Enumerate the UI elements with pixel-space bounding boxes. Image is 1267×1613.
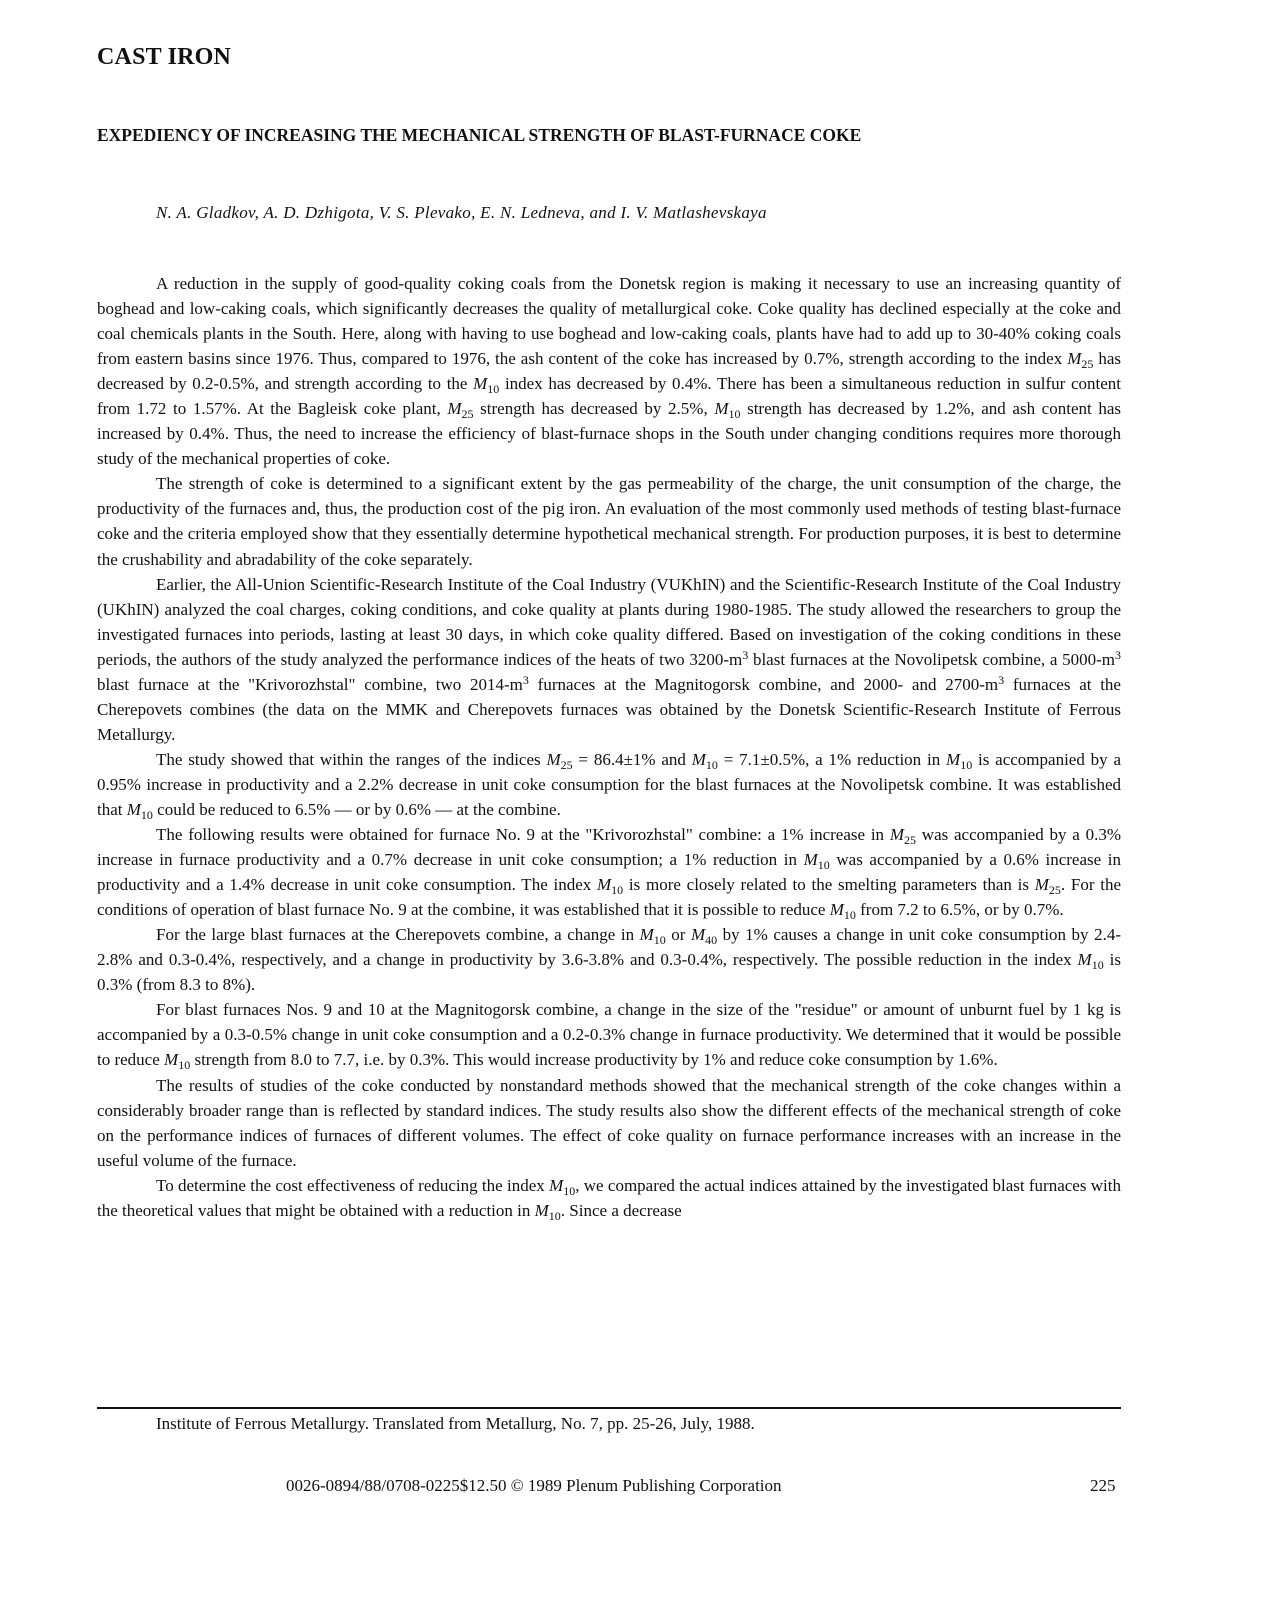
paragraph-6: For the large blast furnaces at the Cherepovets combine, a change in $M_{10}$ or $M_{40}$ by 1% causes a change in unit coke consumption by 2.4-2.8% and 0.3-0.4%, respectively, and a change in productivity by 3.6-3.8% and 0.3-0.4%, respectively. The possible reduction in the index $M_{10}$ is 0.3% (from 8.3 to 8%). — [97, 925, 1121, 995]
article-body — [97, 271, 1121, 1223]
superscript-3: 3 — [1115, 647, 1122, 662]
superscript-3: 3 — [998, 672, 1005, 687]
index-m10: $M_{10}$ — [534, 1200, 561, 1223]
index-m10: $M_{10}$ — [639, 925, 666, 948]
footnote-divider — [97, 1407, 1121, 1409]
paragraph-7: For blast furnaces Nos. 9 and 10 at the Magnitogorsk combine, a change in the size of the "residue" or amount of unburnt fuel by 1 kg is accompanied by a 0.3-0.5% change in unit coke consumption and a 0.2-0.3% change in furnace productivity. We determined that it would be possible to reduce $M_{10}$ strength from 8.0 to 7.7, i.e. by 0.3%. This would increase productivity by 1% and reduce coke consumption by 1.6%. — [97, 1000, 1121, 1073]
index-m10: $M_{10}$ — [829, 900, 856, 923]
superscript-3: 3 — [522, 672, 529, 687]
index-m10: $M_{10}$ — [164, 1050, 191, 1073]
index-m10: $M_{10}$ — [946, 749, 973, 772]
index-m25: $M_{25}$ — [546, 749, 573, 772]
paragraph-1: A reduction in the supply of good-quality coking coals from the Donetsk region is making it necessary to use an increasing quantity of boghead and low-caking coals, which significantly decreases the quality of metallurgical coke. Coke quality has declined especially at the coke and coal chemicals plants in the South. Here, along with having to use boghead and low-caking coals, plants have had to add up to 30-40% coking coals from eastern basins since 1976. Thus, compared to 1976, the ash content of the coke has increased by 0.7%, strength according to the index $M_{25}$ has decreased by 0.2-0.5%, and strength according to the $M_{10}$ index has decreased by 0.4%. There has been a simultaneous reduction in sulfur content from 1.72 to 1.57%. At the Bagleisk coke plant, $M_{25}$ strength has decreased by 2.5%, $M_{10}$ strength has decreased by 1.2%, and ash content has increased by 0.4%. Thus, the need to increase the efficiency of blast-furnace shops in the South under changing conditions requires more thorough study of the mechanical properties of coke. — [97, 274, 1121, 469]
article-title: EXPEDIENCY OF INCREASING THE MECHANICAL STRENGTH OF BLAST-FURNACE COKE — [97, 125, 862, 145]
page-number: 225 — [1090, 1476, 1116, 1495]
paragraph-5: The following results were obtained for furnace No. 9 at the "Krivorozhstal" combine: a 1% increase in $M_{25}$ was accompanied by a 0.3% increase in furnace productivity and a 0.7% decrease in unit coke consumption; a 1% reduction in $M_{10}$ was accompanied by a 0.6% increase in productivity and a 1.4% decrease in unit coke consumption. The index $M_{10}$ is more closely related to the smelting parameters than is $M_{25}$. For the conditions of operation of blast furnace No. 9 at the combine, it was established that it is possible to reduce $M_{10}$ from 7.2 to 6.5%, or by 0.7%. — [97, 825, 1122, 923]
paragraph-2: The strength of coke is determined to a significant extent by the gas permeability of the charge, the unit consumption of the charge, the productivity of the furnaces and, thus, the production cost of the pig iron. An evaluation of the most commonly used methods of testing blast-furnace coke and the criteria employed show that they essentially determine hypothetical mechanical strength. For production purposes, it is best to determine the crushability and abradability of the coke separately. — [97, 474, 1121, 569]
paragraph-4: The study showed that within the ranges of the indices $M_{25} = 86.4\pm 1\%$ and $M_{10} = 7.1\pm 0.5\%$, a 1% reduction in $M_{10}$ is accompanied by a 0.95% increase in productivity and a 2.2% decrease in unit coke consumption for the blast furnaces at the Novolipetsk combine. It was established that $M_{10}$ could be reduced to 6.5% — or by 0.6% — at the combine. — [97, 749, 1121, 822]
index-m10: $M_{10}$ — [714, 399, 741, 422]
index-m10: $M_{10}$ — [691, 749, 718, 772]
footnote: Institute of Ferrous Metallurgy. Translated from Metallurg, No. 7, pp. 25-26, July, 1988. — [156, 1414, 755, 1433]
index-m25: $M_{25}$ — [447, 399, 474, 422]
index-m10: $M_{10}$ — [803, 850, 830, 873]
index-m10: $M_{10}$ — [549, 1175, 576, 1198]
index-m10: $M_{10}$ — [597, 875, 624, 898]
paragraph-3: Earlier, the All-Union Scientific-Research Institute of the Coal Industry (VUKhIN) and the Scientific-Research Institute of the Coal Industry (UKhIN) analyzed the coal charges, coking conditions, and coke quality at plants during 1980-1985. The study allowed the researchers to group the investigated furnaces into periods, lasting at least 30 days, in which coke quality differed. Based on investigation of the coking conditions in these periods, the authors of the study analyzed the performance indices of the heats of two $3200-m^3$ blast furnaces at the Novolipetsk combine, a $5000-m^3$ blast furnace at the "Krivorozhstal" combine, two $2014-m^3$ furnaces at the Magnitogorsk combine, and 2000- and $2700-m^3$ furnaces at the Cherepovets combines (the data on the MMK and Cherepovets furnaces was obtained by the Donetsk Scientific-Research Institute of Ferrous Metallurgy. — [97, 574, 1122, 744]
paragraph-8: The results of studies of the coke conducted by nonstandard methods showed that the mechanical strength of the coke changes within a considerably broader range than is reflected by standard indices. The study results also show the different effects of the mechanical strength of coke on the performance indices of furnaces of different volumes. The effect of coke quality on furnace performance increases with an increase in the useful volume of the furnace. — [97, 1075, 1121, 1170]
index-m25: $M_{25}$ — [1067, 349, 1094, 372]
index-m25: $M_{25}$ — [889, 825, 917, 848]
index-m10: $M_{10}$ — [473, 374, 500, 397]
section-heading: CAST IRON — [97, 44, 232, 70]
paragraph-9: To determine the cost effectiveness of reducing the index $M_{10}$, we compared the actual indices attained by the investigated blast furnaces with the theoretical values that might be obtained with a reduction in $M_{10}$. Since a decrease — [97, 1175, 1121, 1223]
index-m40: $M_{40}$ — [690, 925, 718, 948]
index-m10: $M_{10}$ — [126, 799, 153, 822]
index-m10: $M_{10}$ — [1077, 950, 1104, 973]
author-list: N. A. Gladkov, A. D. Dzhigota, V. S. Plevako, E. N. Ledneva, and I. V. Matlashevskaya — [156, 203, 767, 222]
superscript-3: 3 — [742, 647, 749, 662]
index-m25: $M_{25}$ — [1034, 875, 1061, 898]
copyright-line: 0026-0894/88/0708-0225$12.50 © 1989 Plenum Publishing Corporation — [286, 1476, 782, 1495]
